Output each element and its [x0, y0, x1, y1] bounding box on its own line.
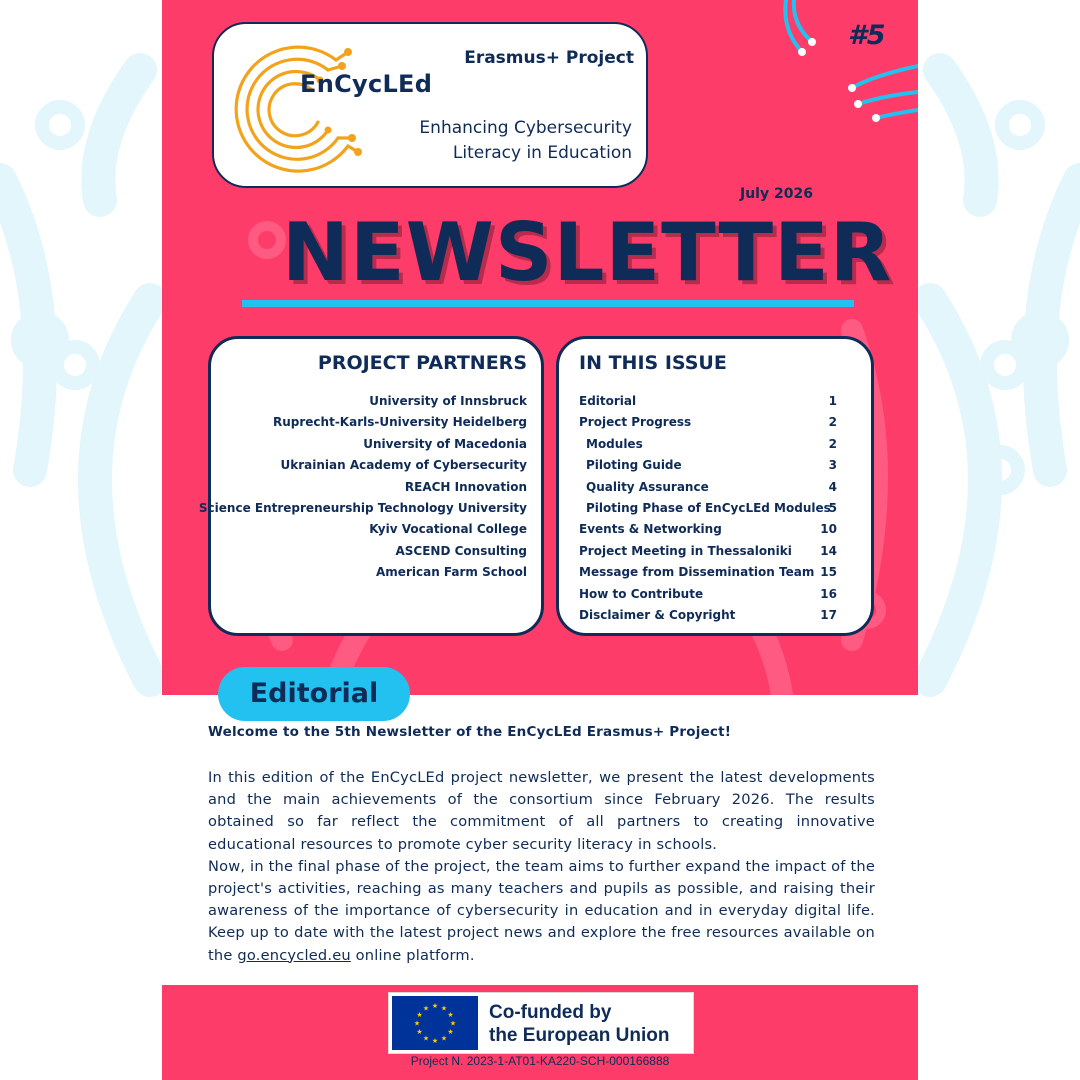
editorial-paragraph-2-end: online platform.: [350, 946, 475, 964]
toc-item-page: 15: [820, 565, 837, 580]
partner-item: Kyiv Vocational College: [369, 522, 527, 537]
partners-list: [199, 391, 527, 584]
project-partners-panel: [198, 336, 544, 636]
welcome-heading: Welcome to the 5th Newsletter of the EnCycLEd Erasmus+ Project!: [208, 724, 732, 740]
toc-item-page: 2: [828, 436, 837, 451]
toc-item-title: How to Contribute: [579, 586, 704, 601]
toc-item[interactable]: [579, 391, 837, 412]
editorial-paragraph-1: In this edition of the EnCycLEd project newsletter, we present the latest developments and the main achievements of the consortium since February 2026. The results obtained so far reflect the commitment of all partners to creating innovative educational resources to promote cyber security literacy in schools.: [208, 769, 875, 853]
brand-name: EnCycLEd: [300, 70, 433, 98]
toc-item[interactable]: [579, 412, 837, 433]
toc-list: [579, 391, 837, 626]
eu-text-line-1: Co-funded by: [489, 1002, 612, 1023]
partner-item: Ukrainian Academy of Cybersecurity: [280, 458, 527, 473]
tagline-line-1: Enhancing Cybersecurity: [419, 118, 632, 138]
toc-item-page: 4: [828, 479, 837, 494]
toc-item[interactable]: [579, 541, 837, 562]
erasmus-label: Erasmus+ Project: [464, 48, 634, 68]
toc-item-title: Modules: [586, 436, 643, 451]
toc-item-page: 1: [828, 394, 837, 408]
svg-text:★: ★: [447, 1028, 454, 1036]
svg-text:★: ★: [449, 1019, 457, 1028]
partner-item: University of Macedonia: [363, 436, 527, 451]
header-section: [162, 0, 918, 695]
svg-text:★: ★: [440, 1004, 448, 1013]
partner-item: REACH Innovation: [404, 479, 527, 494]
toc-item-page: 16: [820, 586, 837, 601]
toc-item[interactable]: [579, 455, 837, 476]
partner-item: American Farm School: [376, 565, 527, 580]
tagline-line-2: Literacy in Education: [452, 143, 632, 163]
eu-flag-icon: [392, 996, 478, 1050]
toc-item[interactable]: [579, 434, 837, 455]
svg-text:★: ★: [413, 1019, 421, 1028]
partner-item: University of Innsbruck: [369, 394, 527, 408]
project-number: Project N. 2023-1-AT01-KA220-SCH-000166888: [410, 1054, 670, 1068]
svg-text:★: ★: [431, 1037, 439, 1045]
toc-item-title: Project Progress: [579, 415, 692, 430]
svg-text:★: ★: [422, 1004, 430, 1013]
toc-item-title: Disclaimer & Copyright: [579, 608, 736, 623]
circuit-c-logo-icon: [224, 38, 364, 178]
issue-date: July 2026: [740, 186, 813, 202]
editorial-label: Editorial: [249, 678, 379, 709]
toc-item-title: Message from Dissemination Team: [579, 565, 815, 580]
toc-item[interactable]: [579, 519, 837, 540]
eu-cofunded-badge: [388, 992, 694, 1054]
editorial-label-pill: [218, 667, 410, 721]
title-underline: [242, 300, 854, 307]
toc-item[interactable]: [579, 477, 837, 498]
toc-item-title: Piloting Guide: [586, 458, 682, 473]
svg-text:★: ★: [440, 1034, 448, 1043]
newsletter-page: [162, 0, 918, 1080]
toc-item-page: 2: [828, 415, 837, 430]
toc-heading: IN THIS ISSUE: [579, 352, 727, 374]
toc-item-page: 5: [828, 501, 837, 516]
toc-item[interactable]: [579, 498, 837, 519]
svg-text:★: ★: [422, 1034, 430, 1043]
toc-item-page: 17: [820, 608, 837, 623]
toc-item-title: Quality Assurance: [586, 479, 709, 494]
issue-number: #5: [848, 20, 886, 51]
toc-item-title: Events & Networking: [579, 522, 722, 537]
svg-text:★: ★: [447, 1011, 454, 1019]
toc-item-page: 14: [820, 543, 837, 558]
partner-item: Science Entrepreneurship Technology University: [198, 501, 527, 516]
toc-item-title: Piloting Phase of EnCycLEd Modules: [586, 501, 831, 516]
editorial-paragraph-2-start: Now, in the final phase of the project, the team aims to further expand the impact of the project's activities, reaching as many teachers and pupils as possible, and raising their awareness of the importance of cybersecurity in education and in everyday digital life. Keep up to date with the latest project news and explore the free resources available on the: [208, 857, 876, 964]
partner-item: Ruprecht-Karls-University Heidelberg: [273, 415, 527, 430]
toc-item[interactable]: [579, 584, 837, 605]
svg-text:★: ★: [416, 1028, 423, 1036]
partners-heading: PROJECT PARTNERS: [317, 352, 527, 374]
toc-item-page: 3: [828, 458, 837, 473]
in-this-issue-panel: [556, 336, 874, 636]
toc-item-title: Editorial: [579, 394, 637, 408]
svg-text:★: ★: [431, 1002, 439, 1010]
svg-text:★: ★: [416, 1011, 423, 1019]
editorial-body: [208, 767, 875, 967]
project-logo-card: [212, 22, 648, 188]
toc-item-title: Project Meeting in Thessaloniki: [579, 543, 792, 558]
toc-item-page: 10: [820, 522, 837, 537]
toc-item[interactable]: [579, 562, 837, 583]
eu-cofunded-text: [489, 1001, 670, 1047]
toc-item[interactable]: [579, 605, 837, 626]
partner-item: ASCEND Consulting: [395, 543, 527, 558]
platform-link[interactable]: go.encycled.eu: [237, 946, 351, 964]
project-tagline: [419, 116, 632, 166]
editorial-paragraph-2: [208, 856, 875, 967]
newsletter-title: NEWSLETTER: [282, 206, 893, 299]
corner-circuit-decoration: [762, 0, 918, 130]
eu-text-line-2: the European Union: [489, 1025, 670, 1046]
